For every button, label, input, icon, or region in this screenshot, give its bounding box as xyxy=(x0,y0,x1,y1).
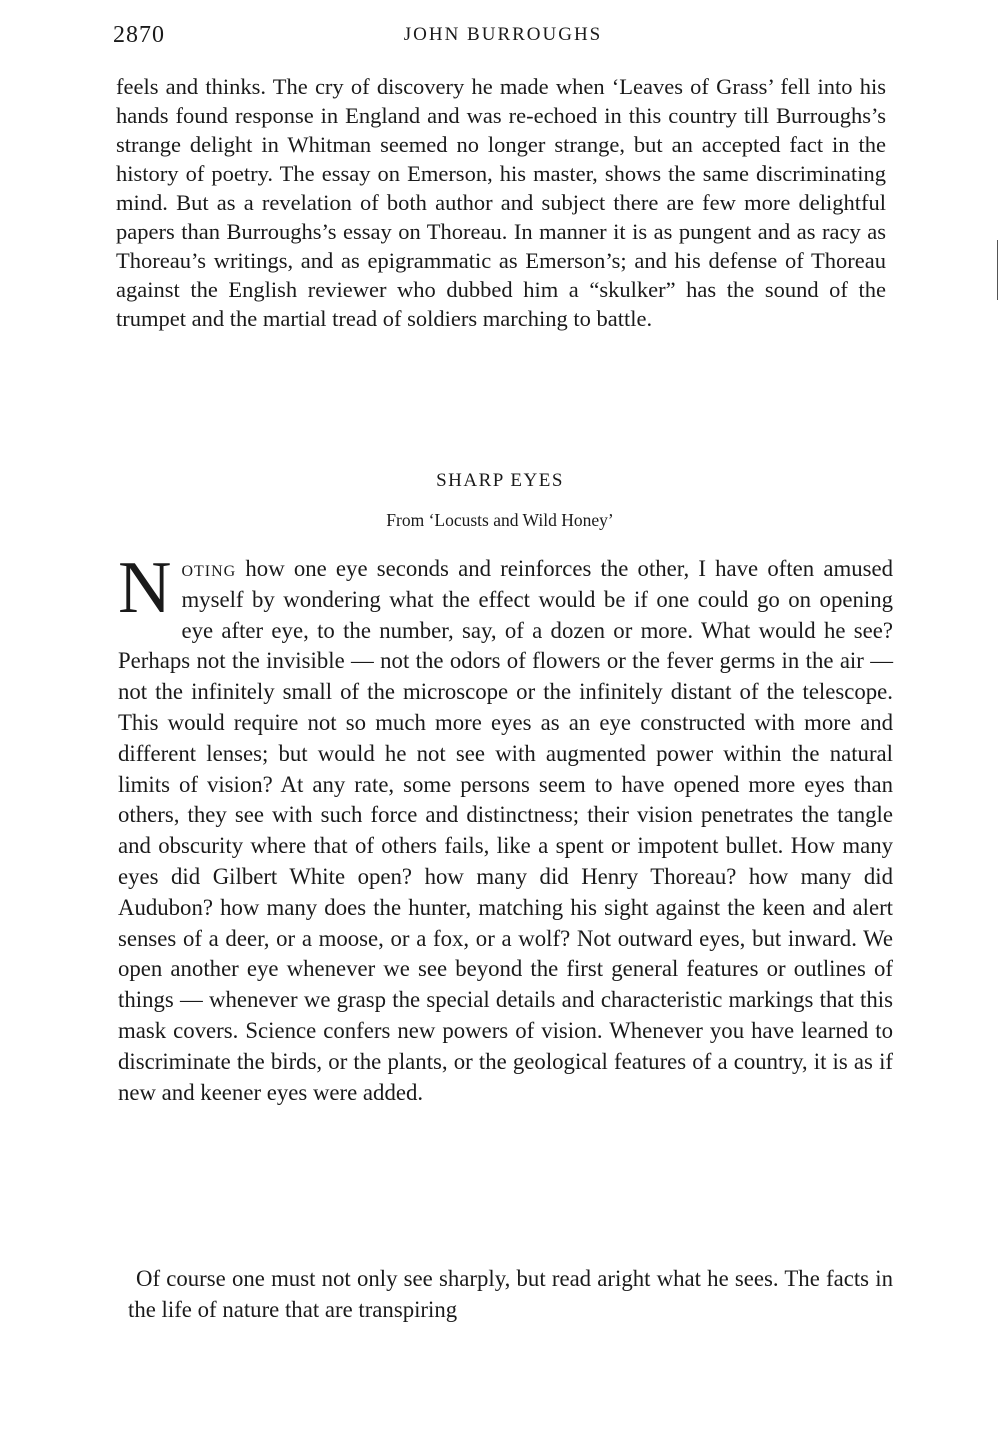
running-head xyxy=(113,22,893,52)
section-title: SHARP EYES xyxy=(436,470,564,491)
drop-cap: N xyxy=(118,547,172,629)
running-title: JOHN BURROUGHS xyxy=(403,24,603,45)
paragraph-body: how one eye seconds and reinforces the other, I have often amused myself by wondering what the effect would be if one could go on opening eye after eye, to the number, say, of a dozen or more. What would he see? Perhaps not the invisible — not the odors of flowers or the fever germs in the air — not the infinitely small of the microscope or the infinitely distant of the telescope. This would require not so much more eyes as an eye constructed with more and different lenses; but would he not see with augmented power within the natural limits of vision? At any rate, some persons seem to have opened more eyes than others, they see with such force and distinctness; their vision penetrates the tangle and obscurity where that of others fails, like a spent or impotent bullet. How many eyes did Gilbert White open? how many did Henry Thoreau? how many did Audubon? how many does the hunter, matching his sight against the keen and alert senses of a deer, or a moose, or a fox, or a wolf? Not outward eyes, but inward. We open another eye whenever we see beyond the first general features or outlines of things — whenever we grasp the special details and characteristic markings that this mask covers. Science confers new powers of vision. Whenever you have learned to discriminate the birds, or the plants, or the geological features of a country, it is as if new and keener eyes were added. xyxy=(118,556,893,1105)
margin-rule xyxy=(997,240,998,300)
paragraph-intro: feels and thinks. The cry of discovery he made when ‘Leaves of Grass’ fell into his hands found response in England and was re-echoed in this country till Burroughs’s strange delight in Whitman seemed no longer strange, but an accepted fact in the history of poetry. The essay on Emerson, his master, shows the same discriminating mind. But as a revelation of both author and subject there are few more delightful papers than Burroughs’s essay on Thoreau. In manner it is as pungent and as racy as Thoreau’s writings, and as epigrammatic as Emerson’s; and his defense of Thoreau against the English reviewer who dubbed him a “skulker” has the sound of the trumpet and the martial tread of soldiers marching to battle. xyxy=(116,74,886,331)
paragraph-sharp-eyes xyxy=(118,547,893,1108)
paragraph-continuation: Of course one must not only see sharply, but read aright what he sees. The facts in the life of nature that are transpiring xyxy=(128,1266,893,1322)
page-number: 2870 xyxy=(113,22,165,48)
small-caps-opening: oting xyxy=(181,556,237,581)
section-source: From ‘Locusts and Wild Honey’ xyxy=(386,510,614,530)
